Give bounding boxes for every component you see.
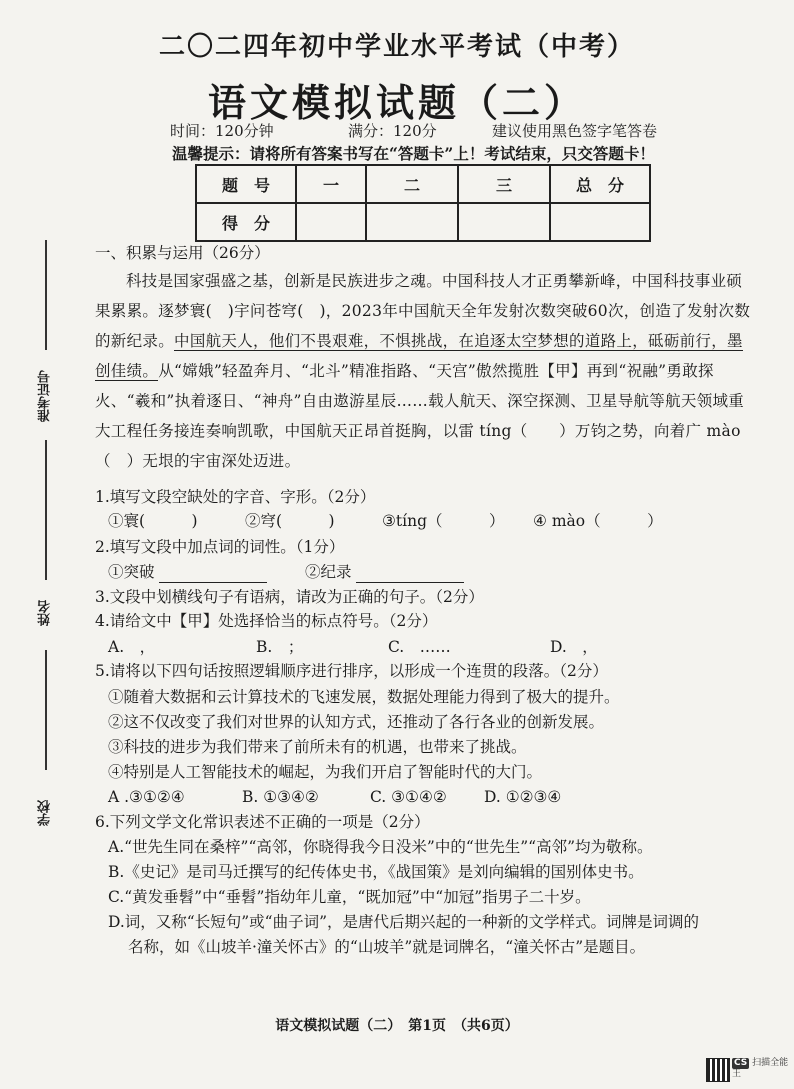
q5-stem: 5.请将以下四句话按照逻辑顺序进行排序，以形成一个连贯的段落。（2分）: [95, 662, 608, 680]
underlined-sentence: 中国航天人，他们不畏艰难，不惧挑战，在追逐太空梦想的道路上，砥砺前行，墨创佳绩。: [95, 332, 743, 380]
warm-tip: 温馨提示：请将所有答案书写在“答题卡”上！考试结束，只交答题卡！: [172, 144, 655, 163]
q5-option: D. ①②③④: [484, 788, 562, 806]
name-label: 姓名: [38, 600, 53, 626]
score-cell: 三: [458, 165, 550, 203]
pen-advice: 建议使用黑色签字笔答卷: [492, 122, 658, 140]
q3-stem: 3.文段中划横线句子有语病，请改为正确的句子。（2分）: [95, 588, 484, 606]
section-heading: 一、积累与运用（26分）: [95, 244, 270, 262]
score-input-cell[interactable]: [296, 203, 366, 241]
passage-text: 科技是国家强盛之基，创新是民族进步之魂。中国科技人才正勇攀新峰，中国科技事业硕果累累。逐梦寰( )宇问苍穹( )，2023年中国航天全年发射次数突破60次，创造了发射次数的新纪录。: [95, 272, 751, 350]
q4-option: A. ，: [108, 638, 156, 656]
q5-option: A .③①②④: [108, 788, 185, 806]
answer-blank[interactable]: [356, 566, 464, 583]
q2-stem: 2.填写文段中加点词的词性。（1分）: [95, 538, 345, 556]
exam-title: 二〇二四年初中学业水平考试（中考）: [158, 32, 635, 62]
name-line: [45, 440, 47, 580]
score-cell: 得 分: [196, 203, 296, 241]
q4-option: B. ；: [256, 638, 304, 656]
answer-blank[interactable]: [159, 566, 267, 583]
q1-option: ②穹( ): [245, 512, 335, 530]
q4-option: D. ，: [550, 638, 598, 656]
q6-option-d: D.词，又称“长短句”或“曲子词”，是唐代后期兴起的一种新的文学样式。词牌是词调的: [108, 913, 700, 931]
score-input-cell[interactable]: [366, 203, 458, 241]
q6-option-d-cont: 名称，如《山坡羊·潼关怀古》的“山坡羊”就是词牌名，“潼关怀古”是题目。: [128, 938, 646, 956]
score-table-header-row: [196, 165, 650, 203]
scanner-watermark: [732, 1058, 794, 1080]
q2-option: [108, 561, 267, 583]
q5-sentence: ②这不仅改变了我们对世界的认知方式，还推动了各行各业的创新发展。: [108, 713, 605, 731]
q1-option: ④ mào（ ）: [533, 512, 663, 530]
q1-option: ③tíng（ ）: [382, 512, 505, 530]
score-cell: 总 分: [550, 165, 650, 203]
score-table: [195, 164, 651, 242]
camscanner-logo-icon: CS: [734, 1058, 748, 1068]
q2-option: [305, 561, 464, 583]
q6-option-a: A.“世先生同在桑梓”“高邻，你晓得我今日没米”中的“世先生”“高邻”均为敬称。: [108, 838, 653, 856]
school-line: [45, 650, 47, 770]
q6-stem: 6.下列文学文化常识表述不正确的一项是（2分）: [95, 813, 430, 831]
q5-option: C. ③①④②: [370, 788, 447, 806]
full-score: 满分：120分: [348, 122, 437, 140]
score-table-score-row: [196, 203, 650, 241]
exam-id-line: [45, 240, 47, 350]
q5-sentence: ③科技的进步为我们带来了前所未有的机遇，也带来了挑战。: [108, 738, 527, 756]
q1-option: ①寰( ): [108, 512, 198, 530]
q5-option: B. ①③④②: [242, 788, 319, 806]
q4-stem: 4.请给文中【甲】处选择恰当的标点符号。（2分）: [95, 612, 438, 630]
score-cell: 一: [296, 165, 366, 203]
passage-text-rest: 从“嫦娥”轻盈奔月、“北斗”精准指路、“天宫”傲然揽胜【甲】再到“祝融”勇敢探火、“羲和”执着逐日、“神舟”自由遨游星辰……载人航天、深空探测、卫星导航等航天领域重大工程任务接连奏响凯歌，中国航天正昂首挺胸，以雷 tíng（ ）万钧之势，向着广 mào（ ）无垠的宇宙深处迈进。: [95, 362, 745, 470]
q4-option: C. ……: [388, 638, 451, 656]
qr-code-icon: [706, 1058, 730, 1082]
time-limit: 时间：120分钟: [170, 122, 274, 140]
score-cell: 题 号: [196, 165, 296, 203]
q2-word: ②纪录: [305, 563, 352, 581]
q5-sentence: ④特别是人工智能技术的崛起，为我们开启了智能时代的大门。: [108, 763, 543, 781]
school-label: 学校: [38, 800, 53, 826]
score-cell: 二: [366, 165, 458, 203]
q6-option-c: C.“黄发垂髫”中“垂髫”指幼年儿童，“既加冠”中“加冠”指男子二十岁。: [108, 888, 591, 906]
reading-passage: [95, 266, 755, 476]
q1-stem: 1.填写文段空缺处的字音、字形。（2分）: [95, 488, 376, 506]
score-input-cell[interactable]: [550, 203, 650, 241]
page-footer: 语文模拟试题（二） 第1页 （共6页）: [275, 1018, 519, 1034]
paper-title: 语文模拟试题（二）: [207, 80, 586, 125]
watermark-app-name: 扫描全能王: [732, 1058, 789, 1079]
score-input-cell[interactable]: [458, 203, 550, 241]
q2-word: ①突破: [108, 563, 155, 581]
exam-id-label: 准考证号: [38, 370, 53, 422]
q5-sentence: ①随着大数据和云计算技术的飞速发展，数据处理能力得到了极大的提升。: [108, 688, 620, 706]
q6-option-b: B.《史记》是司马迁撰写的纪传体史书，《战国策》是刘向编辑的国别体史书。: [108, 863, 644, 881]
